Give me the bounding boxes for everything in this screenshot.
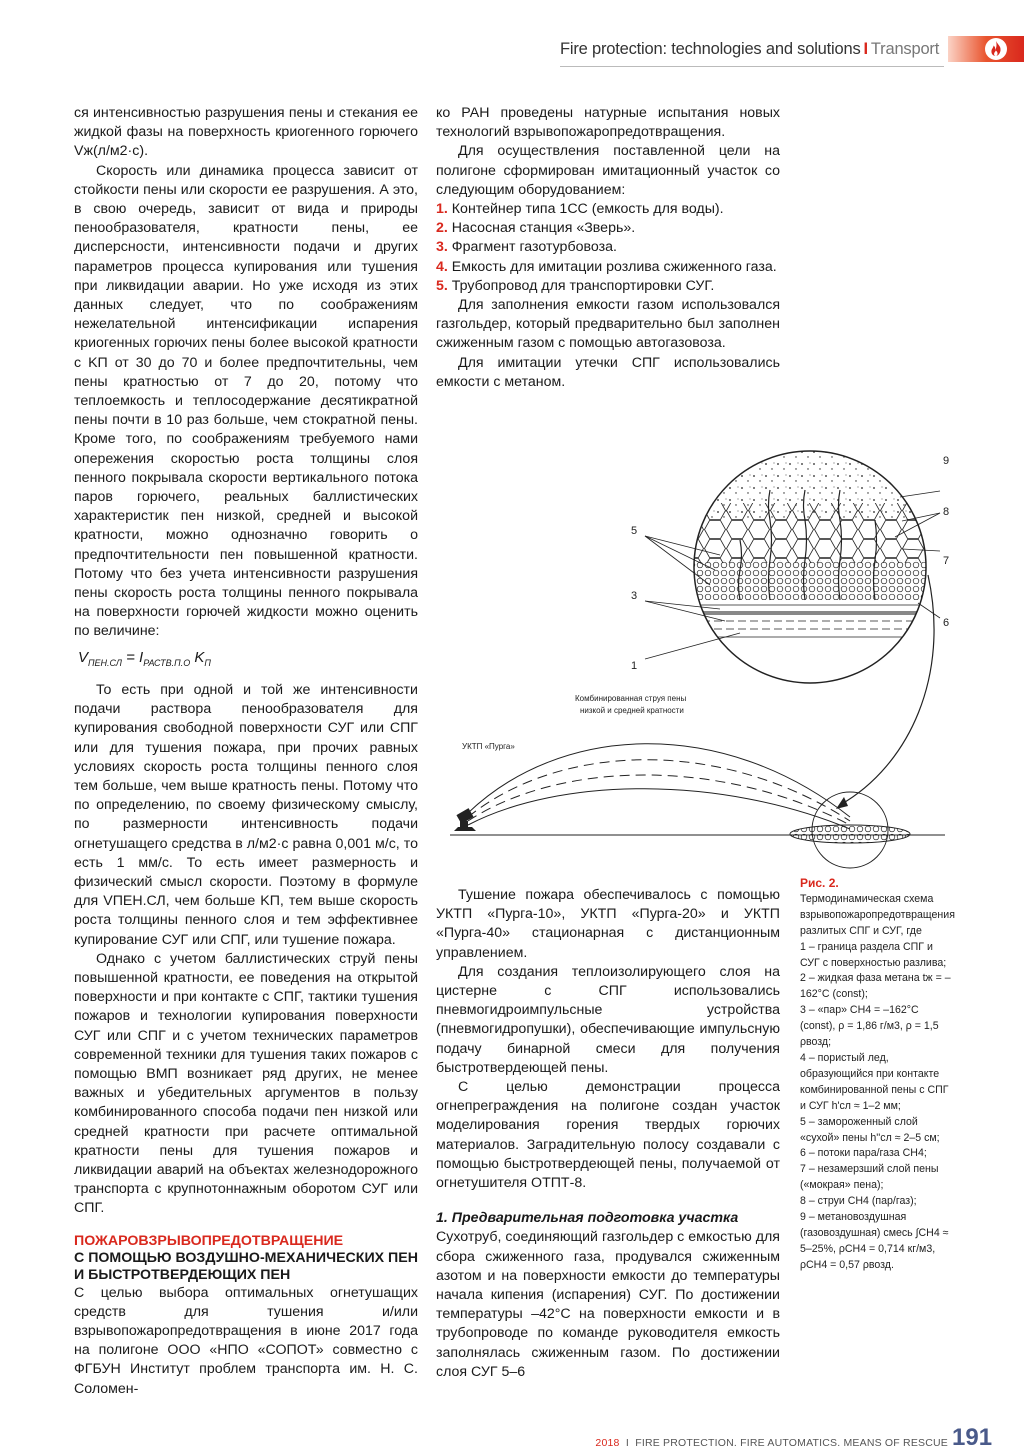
section-heading <box>74 1233 418 1284</box>
figure-2-diagram <box>440 425 960 870</box>
label-5: 5 <box>631 525 638 537</box>
formula-v-sub: ПЕН.СЛ <box>88 657 122 668</box>
figure-caption <box>800 876 955 1274</box>
caption-title: Рис. 2. <box>800 876 839 890</box>
label-purga: УКТП «Пурга» <box>462 742 515 751</box>
label-jet-line-2: низкой и средней кратности <box>580 706 684 715</box>
right-paragraph-6: Для создания теплоизолирующего слоя на цистерне с СПГ использовались пневмогидроимпульсные устройства (пневмогидропушки), обеспечивающие импульсную подачу бинарной смеси для получения быстротвердеющей пены. <box>436 963 780 1076</box>
formula-k-sub: П <box>204 657 211 668</box>
right-paragraph-8: Сухотруб, соединяющий газгольдер с емкостью для сбора сжиженного газа, продувался сжиженным азотом и на поверхности емкости до температуры начала кипения (испарения) СУГ. По достижении температуры –42°С на поверхности емкости и в трубопроводе по команде руководителя емкость заполнялась сжиженным газом. По достижении слоя СУГ 5–6 <box>436 1229 780 1380</box>
flame-logo-icon <box>984 37 1008 61</box>
caption-line-4: 4 – пористый лед, образующийся при контакте комбинированной пены с СПГ и СУГ h'сл ≈ 1–2 мм; <box>800 1051 949 1112</box>
caption-line-6: 6 – потоки пара/газа СН4; <box>800 1147 927 1160</box>
formula-v: V <box>78 648 89 666</box>
magnified-foam-view <box>690 445 930 637</box>
caption-line-8: 8 – струи СН4 (пар/газ); <box>800 1195 917 1208</box>
caption-line-5: 5 – замороженный слой «сухой» пены h''сл ≈ 2–5 см; <box>800 1115 940 1144</box>
left-paragraph-3: То есть при одной и той же интенсивности подачи раствора пенообразователя для купирования свободной поверхности СУГ или СПГ или для тушения пожара, при прочих равных условиях скорость роста толщины пенного слоя тем больше, чем выше кратность пены. Потому что по определению, по своему физическому смыслу, по размерности интенсивность подачи огнетушащего средства в л/м2·с равна 0,001 м/с, то есть 1 мм/с. То есть имеет размерность и физический смысл скорости. Поэтому в формуле для VПЕН.СЛ, чем больше KП, тем выше скорость роста толщины пенного слоя и тем эффективнее купирование СУГ или СПГ, или тушение пожара. <box>74 681 418 948</box>
formula-i-sub: РАСТВ.П.О <box>143 657 191 668</box>
running-footer <box>560 1432 948 1454</box>
left-paragraph-5: С целью выбора оптимальных огнетушащих средств для тушения и/или взрывопожаропредотвращения в июне 2017 года на полигоне ООО «НПО «СОПОТ» совместно с ФГБУН Институт проблем транспорта им. Н. С. Соломен- <box>74 1284 418 1397</box>
caption-line-2: 2 – жидкая фаза метана tж = –162°С (const); <box>800 972 951 1001</box>
right-paragraph-4: Для имитации утечки СПГ использовались емкости с метаном. <box>436 354 780 390</box>
formula-eq: = I <box>121 648 144 666</box>
right-paragraph-3: Для заполнения емкости газом использовался газгольдер, который предварительно был заполнен сжиженным газом с помощью автогазовоза. <box>436 297 780 352</box>
right-paragraph-1: ко РАН проведены натурные испытания новых технологий взрывопожаропредотвращения. <box>436 105 780 141</box>
footer-year: 2018 <box>595 1437 620 1449</box>
label-3: 3 <box>631 590 638 602</box>
purga-unit-icon <box>454 808 476 831</box>
left-paragraph-2: Скорость или динамика процесса зависит от стойкости пены или скорости ее разрушения. А это, в свою очередь, зависит от вида и природы пенообразователя, кратности пены, ее дисперсности, интенсивности подачи и других параметров процесса купирования или тушения при ликвидации аварии. Но уже исходя из этих данных следует, что по соображениям нежелательной интенсификации испарения криогенных горючих пены более высокой кратности с KП от 30 до 70 и более предпочтительны, чем пены кратностью от 7 до 20, потому что теплоемкость и теплосодержание десятикратной пены почти в 10 раз больше, чем стократной пены. Кроме того, по соображениям требуемого нами опережения скоростью роста толщины слоя пенного покрывала скорости вертикального потока паров горючего, реальных баллистических характеристик пен низкой, средней и высокой кратности, можно однозначно говорить о предпочтительности пен повышенной кратности. Потому что без учета интенсивности разрушения пены скорость роста толщины пенного покрывала на поверхности горючей жидкости можно оценить по величине: <box>74 162 418 640</box>
formula <box>78 648 418 673</box>
equipment-item-2: 2. Насосная станция «Зверь». <box>436 220 636 237</box>
equipment-item-4: 4. Емкость для имитации розлива сжиженного газа. <box>436 258 777 275</box>
running-header <box>560 40 944 59</box>
header-title: Fire protection: technologies and solutions <box>560 40 861 58</box>
header-separator: I <box>863 40 868 58</box>
left-paragraph-4: Однако с учетом баллистических струй пены повышенной кратности, ее поведения на открытой поверхности и при контакте с СПГ, тактики тушения пожаров и технологии купирования поверхности СУГ или СПГ и с учетом технических параметров современной техники для тушения таких пожаров с помощью ВМП возникает ряд других, не менее важных и убедительных аргументов в пользу комбинированного способа подачи пен низкой или средней кратности при расчете оптимальной кратности пены для тушения пожаров и ликвидации аварий на объектах железнодорожного транспорта с крупнотоннажным оборотом СУГ или СПГ. <box>74 950 418 1217</box>
formula-k: K <box>190 648 205 666</box>
header-rule <box>560 66 944 67</box>
equipment-item-5: 5. Трубопровод для транспортировки СУГ. <box>436 277 715 294</box>
foam-jet <box>468 744 850 829</box>
label-6: 6 <box>943 617 950 629</box>
right-paragraph-2: Для осуществления поставленной цели на полигоне сформирован имитационный участок со следующим оборудованием: <box>436 143 780 198</box>
section-heading-red: ПОЖАРОВЗРЫВОПРЕДОТВРАЩЕНИЕ <box>74 1232 344 1249</box>
right-column-bottom <box>436 886 780 1382</box>
footer-journal: FIRE PROTECTION. FIRE AUTOMATICS. MEANS OF RESCUE <box>635 1437 948 1449</box>
label-jet-line-1: Комбинированная струя пены <box>575 694 687 703</box>
label-8: 8 <box>943 506 950 518</box>
right-column-top <box>436 104 780 392</box>
equipment-item-3: 3. Фрагмент газотурбовоза. <box>436 239 617 256</box>
caption-line-0: Термодинамическая схема взрывопожаропредотвращения разлитых СПГ и СУГ, где <box>800 892 955 937</box>
caption-line-1: 1 – граница раздела СПГ и СУГ с поверхностью разлива; <box>800 940 947 969</box>
footer-separator: I <box>625 1437 629 1449</box>
equipment-item-1: 1. Контейнер типа 1СС (емкость для воды). <box>436 201 724 218</box>
left-column <box>74 104 418 1399</box>
spill-pool <box>790 825 910 843</box>
subsection-title: 1. Предварительная подготовка участка <box>436 1210 739 1227</box>
caption-line-3: 3 – «пар» СН4 = –162°С (const), ρ = 1,86 г/м3, ρ = 1,5 ρвозд; <box>800 1004 939 1049</box>
label-1: 1 <box>631 660 638 672</box>
caption-line-7: 7 – незамерзший слой пены («мокрая» пена); <box>800 1163 939 1192</box>
section-heading-black: С ПОМОЩЬЮ ВОЗДУШНО-МЕХАНИЧЕСКИХ ПЕН И БЫСТРОТВЕРДЕЮЩИХ ПЕН <box>74 1249 418 1283</box>
caption-line-9: 9 – метановоздушная (газовоздушная) смесь ∫СН4 ≈ 5–25%, ρСН4 = 0,714 кг/м3, ρСН4 = 0,57 ρвозд. <box>800 1211 949 1271</box>
page-number: 191 <box>952 1424 993 1451</box>
right-paragraph-7: С целью демонстрации процесса огнепреграждения на полигоне создан участок моделирования горения твердых горючих материалов. Заградительную полосу создавали с помощью быстротвердеющей пены, получаемой от огнетушителя ОТПТ-8. <box>436 1079 780 1192</box>
label-7: 7 <box>943 555 950 567</box>
header-title-line <box>560 40 944 59</box>
right-paragraph-5: Тушение пожара обеспечивалось с помощью УКТП «Пурга-10», УКТП «Пурга-20» и УКТП «Пурга-40» стационарная с дистанционным управлением. <box>436 887 780 961</box>
left-paragraph-1: ся интенсивностью разрушения пены и стекания ее жидкой фазы на поверхность криогенного горючего Vж(л/м2·с). <box>74 105 418 160</box>
header-section: Transport <box>870 40 940 58</box>
label-9: 9 <box>943 455 950 467</box>
